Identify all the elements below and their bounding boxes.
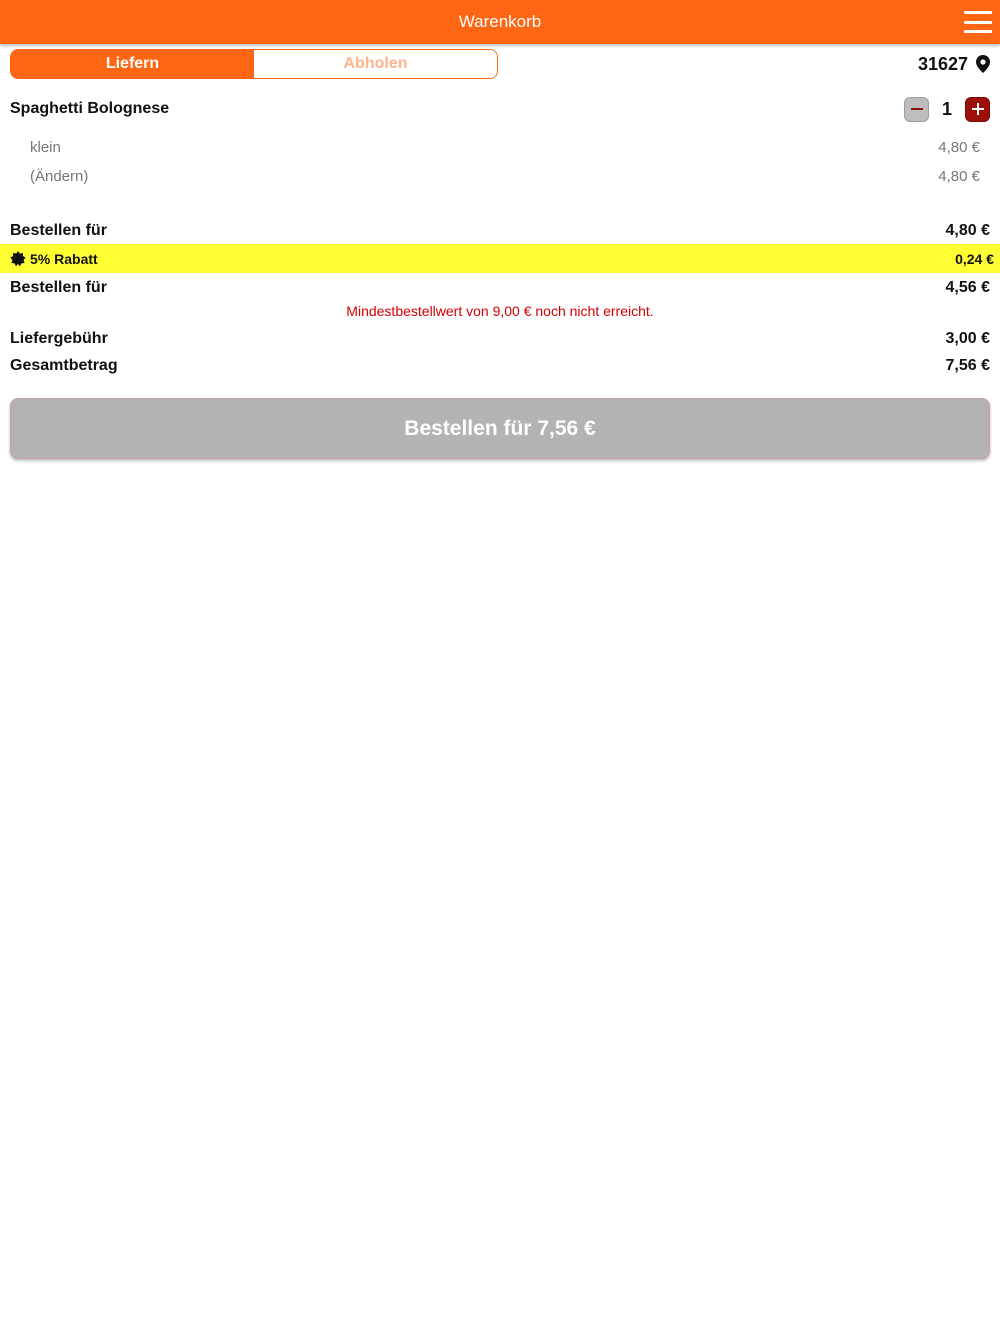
discount-badge-icon <box>10 251 26 267</box>
minimum-order-warning: Mindestbestellwert von 9,00 € noch nicht erreicht. <box>346 303 654 319</box>
change-option-link[interactable]: (Ändern) <box>30 167 89 185</box>
increase-quantity-button[interactable] <box>965 97 990 122</box>
item-option-size <box>30 137 980 157</box>
item-name: Spaghetti Bolognese <box>10 100 170 117</box>
discounted-value: 4,56 € <box>945 279 990 296</box>
delivery-mode-toggle <box>10 49 498 79</box>
option-label: klein <box>30 138 61 156</box>
quantity-value: 1 <box>941 98 952 119</box>
menu-line <box>964 30 992 33</box>
item-option-change[interactable] <box>30 166 980 186</box>
menu-line <box>964 21 992 24</box>
page-title: Warenkorb <box>458 12 542 31</box>
discount-row <box>0 244 1000 273</box>
subtotal-value: 4,80 € <box>945 222 990 239</box>
hamburger-menu-icon[interactable] <box>964 11 992 33</box>
location-selector[interactable] <box>918 52 990 76</box>
menu-line <box>964 11 992 14</box>
subtotal-label: Bestellen für <box>10 222 107 239</box>
discounted-subtotal-row <box>10 277 990 299</box>
option-price: 4,80 € <box>938 167 980 185</box>
total-row <box>10 355 990 377</box>
discount-label: 5% Rabatt <box>30 250 98 267</box>
pickup-tab[interactable]: Abholen <box>254 50 497 78</box>
quantity-stepper <box>904 97 990 122</box>
discount-label-group <box>10 251 98 267</box>
option-price: 4,80 € <box>938 138 980 156</box>
subtotal-row <box>10 220 990 242</box>
delivery-fee-value: 3,00 € <box>945 330 990 347</box>
total-label: Gesamtbetrag <box>10 357 118 374</box>
delivery-fee-label: Liefergebühr <box>10 330 108 347</box>
top-bar <box>0 0 1000 44</box>
deliver-tab[interactable]: Liefern <box>11 50 254 78</box>
decrease-quantity-button[interactable] <box>904 97 929 122</box>
discount-value: 0,24 € <box>955 250 994 267</box>
discounted-label: Bestellen für <box>10 279 107 296</box>
total-value: 7,56 € <box>945 357 990 374</box>
plus-icon <box>972 103 984 115</box>
place-order-button[interactable]: Bestellen für 7,56 € <box>10 398 990 459</box>
cart-item <box>10 96 990 122</box>
location-pin-icon <box>976 55 990 73</box>
delivery-fee-row <box>10 328 990 350</box>
zip-code: 31627 <box>917 53 968 74</box>
minus-icon <box>911 103 923 115</box>
